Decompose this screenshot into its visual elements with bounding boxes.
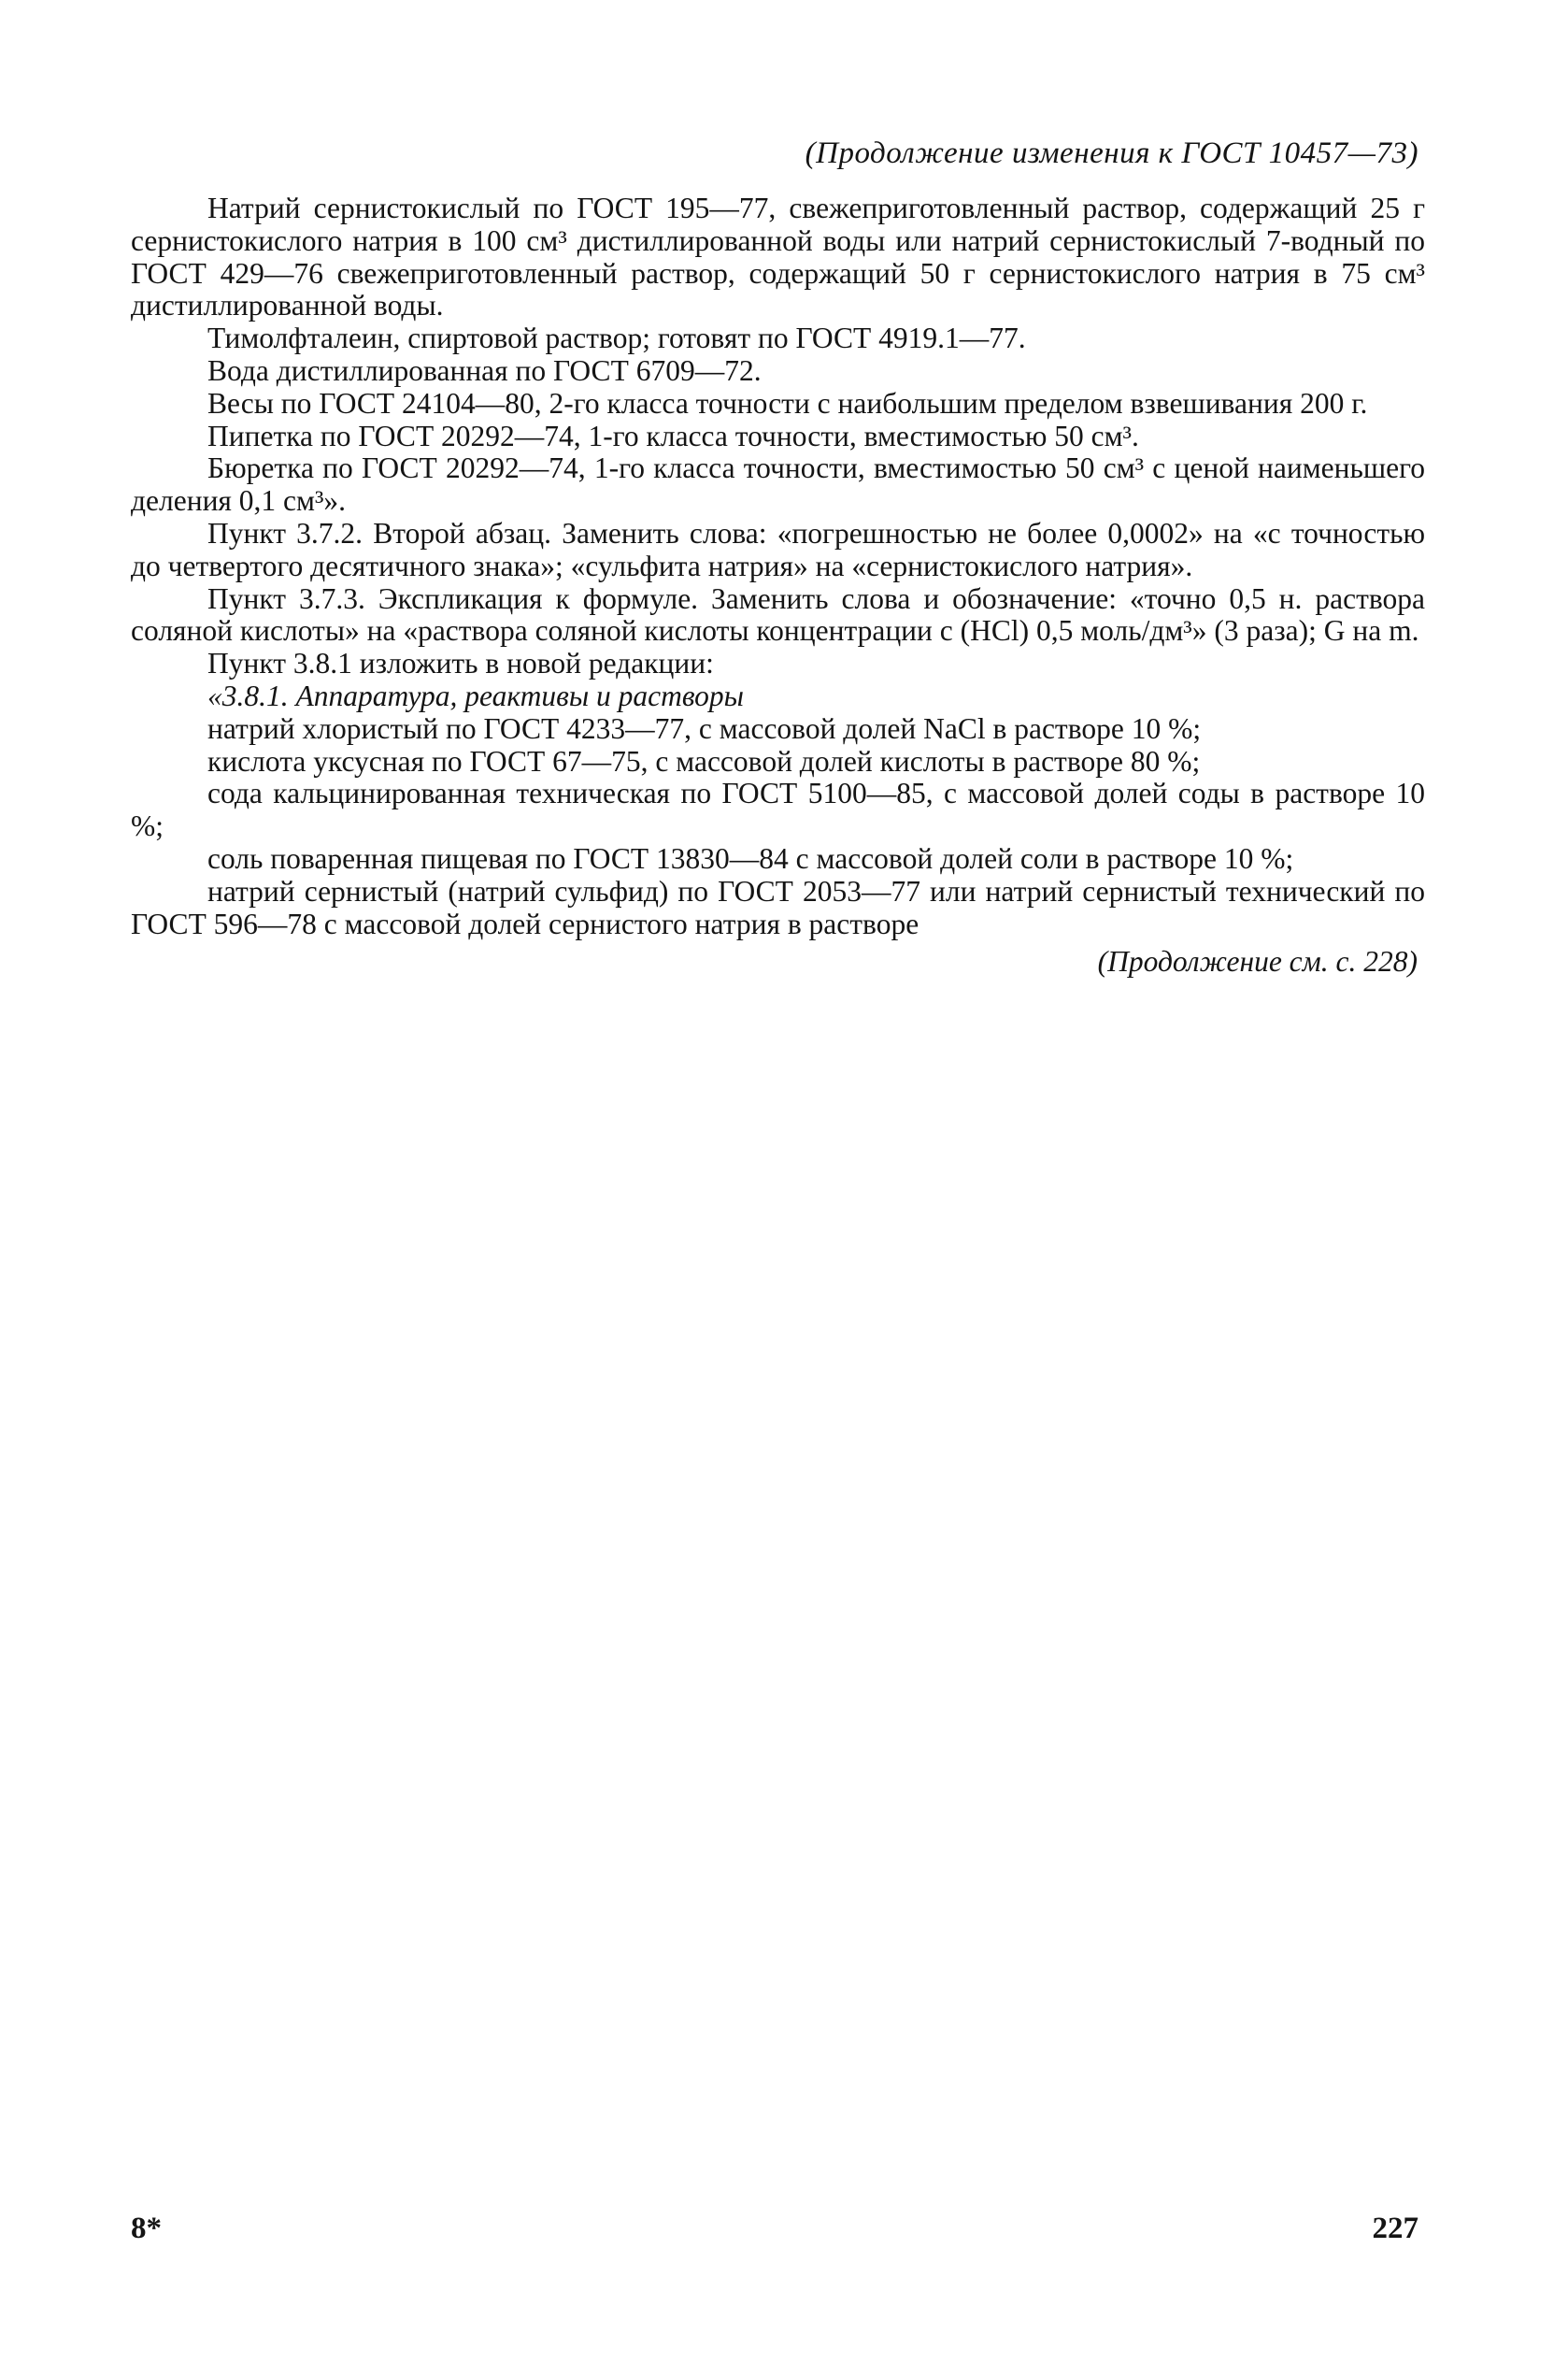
paragraph-sodium-sulfite: Натрий сернистокислый по ГОСТ 195—77, свежеприготовленный раствор, содержащий 25 г сернистокислого натрия в 100 см³ дистиллированной воды или натрий сернистокислый 7-водный по ГОСТ 429—76 свежеприготовленный раствор, содержащий 50 г сернистокислого натрия в 75 см³ дистиллированной воды. xyxy=(131,192,1425,322)
page-header: (Продолжение изменения к ГОСТ 10457—73) xyxy=(805,136,1418,170)
page-number: 227 xyxy=(1372,2212,1418,2245)
list-item: кислота уксусная по ГОСТ 67—75, с массовой долей кислоты в растворе 80 %; xyxy=(207,744,1201,778)
paragraph-distilled-water: Вода дистиллированная по ГОСТ 6709—72. xyxy=(207,353,762,387)
list-item: соль поваренная пищевая по ГОСТ 13830—84 с массовой долей соли в растворе 10 %; xyxy=(207,841,1294,875)
document-body xyxy=(131,193,1425,979)
section-heading: «3.8.1. Аппаратура, реактивы и растворы xyxy=(207,679,744,712)
list-item: натрий хлористый по ГОСТ 4233—77, с массовой долей NaCl в растворе 10 %; xyxy=(207,711,1202,745)
paragraph-clause-3-7-3: Пункт 3.7.3. Экспликация к формуле. Заменить слова и обозначение: «точно 0,5 н. раствора соляной кислоты» на «раствора соляной кислоты концентрации с (HCl) 0,5 моль/дм³» (3 раза); G на m. xyxy=(131,581,1425,648)
continuation-note: (Продолжение см. с. 228) xyxy=(1097,945,1418,979)
footer-signature-mark: 8* xyxy=(131,2212,162,2245)
paragraph-clause-3-7-2: Пункт 3.7.2. Второй абзац. Заменить слова: «погрешностью не более 0,0002» на «с точностью до четвертого десятичного знака»; «сульфита натрия» на «сернистокислого натрия». xyxy=(131,516,1425,582)
list-item: натрий сернистый (натрий сульфид) по ГОСТ 2053—77 или натрий сернистый технический по ГОСТ 596—78 с массовой долей сернистого натрия в растворе xyxy=(131,874,1425,940)
paragraph-scales: Весы по ГОСТ 24104—80, 2-го класса точности с наибольшим пределом взвешивания 200 г. xyxy=(207,386,1368,420)
paragraph-burette: Бюретка по ГОСТ 20292—74, 1-го класса точности, вместимостью 50 см³ с ценой наименьшего деления 0,1 см³». xyxy=(131,451,1425,518)
paragraph-clause-3-8-1: Пункт 3.8.1 изложить в новой редакции: xyxy=(207,647,714,680)
paragraph-thymolphthalein: Тимолфталеин, спиртовой раствор; готовят по ГОСТ 4919.1—77. xyxy=(207,322,1026,355)
paragraph-pipette: Пипетка по ГОСТ 20292—74, 1-го класса точности, вместимостью 50 см³. xyxy=(207,419,1139,452)
list-item: сода кальцинированная техническая по ГОСТ 5100—85, с массовой долей соды в растворе 10 %; xyxy=(131,777,1425,843)
